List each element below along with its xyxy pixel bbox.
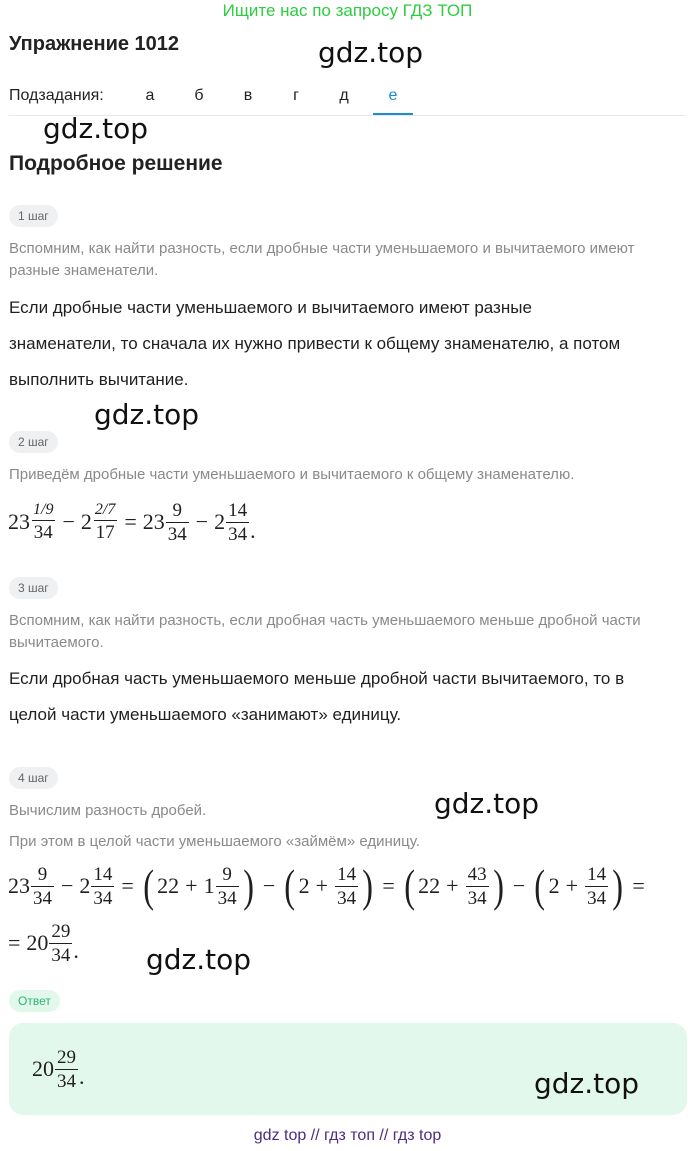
math-term: 1 <box>203 873 215 898</box>
fraction-numerator: 9 <box>37 863 48 885</box>
promo-banner[interactable]: Ищите нас по запросу ГДЗ ТОП <box>222 1 473 20</box>
math-term: 2 <box>80 509 92 534</box>
math-term: 2 <box>298 873 310 898</box>
watermark: gdz.top <box>534 1067 640 1100</box>
fraction <box>55 1048 78 1091</box>
subtask-tab-d[interactable]: д <box>339 87 349 104</box>
step-4-hint-1: Вычислим разность дробей. <box>9 802 207 819</box>
equals-sign: = <box>124 509 137 534</box>
fraction-numerator: 29 <box>51 920 71 942</box>
step-3-text <box>9 661 689 733</box>
footer-links[interactable]: gdz top // гдз топ // гдз top <box>253 1127 442 1144</box>
fraction <box>91 865 114 908</box>
math-term: 23 <box>8 873 30 898</box>
minus-sign: − <box>61 873 74 898</box>
step-2-hint: Приведём дробные части уменьшаемого и вычитаемого к общему знаменателю. <box>9 466 575 483</box>
math-term: 2 <box>214 509 226 534</box>
math-term: 20 <box>26 930 49 955</box>
fraction-multiplier: 2/7 <box>94 501 116 518</box>
fraction-numerator: 14 <box>587 863 607 885</box>
fraction-denominator: 34 <box>337 887 357 909</box>
fraction-denominator: 34 <box>57 1070 76 1092</box>
watermark: gdz.top <box>43 112 149 145</box>
math-term: 2 <box>548 873 560 898</box>
fraction <box>166 501 189 544</box>
step-3-hint: Вспомним, как найти разность, если дробная часть уменьшаемого меньше дробной части вычитаемого. <box>9 612 641 651</box>
step-3-line: Если дробная часть уменьшаемого меньше дробной части вычитаемого, то в <box>9 669 625 688</box>
right-paren: ) <box>362 860 374 911</box>
subtask-tab-a[interactable]: а <box>145 87 155 104</box>
subtasks-label: Подзадания: <box>9 87 104 104</box>
step-4-formula-line-2 <box>8 916 79 970</box>
math-term: 2 <box>79 873 91 898</box>
fraction-numerator: 14 <box>228 499 248 521</box>
solution-title: Подробное решение <box>9 152 223 175</box>
left-paren: ( <box>404 860 415 911</box>
right-paren: ) <box>242 860 254 911</box>
plus-sign: + <box>185 873 198 898</box>
step-badge-4: 4 шаг <box>9 767 58 789</box>
answer-badge: Ответ <box>9 990 60 1012</box>
step-4-hint-2: При этом в целой части уменьшаемого «займём» единицу. <box>9 833 420 850</box>
fraction-denominator: 34 <box>51 944 71 966</box>
math-term: 20 <box>32 1056 54 1081</box>
fraction-denominator: 34 <box>167 523 187 545</box>
fraction-numerator: 14 <box>337 863 357 885</box>
subtask-tab-b[interactable]: б <box>194 87 204 104</box>
step-1-line: Если дробные части уменьшаемого и вычитаемого имеют разные <box>9 298 532 317</box>
watermark: gdz.top <box>318 36 424 69</box>
fraction-numerator: 9 <box>222 863 232 885</box>
right-paren: ) <box>612 860 624 911</box>
watermark: gdz.top <box>146 943 252 976</box>
left-paren: ( <box>143 860 154 911</box>
plus-sign: + <box>446 873 459 898</box>
plus-sign: + <box>565 873 579 898</box>
step-1-text <box>9 290 689 398</box>
subtask-tab-g[interactable]: г <box>293 87 299 104</box>
fraction <box>31 865 54 908</box>
left-paren: ( <box>284 860 296 911</box>
minus-sign: − <box>262 873 276 898</box>
fraction-denominator: 34 <box>93 887 113 909</box>
right-paren: ) <box>492 860 504 911</box>
fraction <box>335 865 358 908</box>
fraction-denominator: 34 <box>33 887 52 909</box>
plus-sign: + <box>315 873 329 898</box>
fraction-numerator: 9 <box>172 499 182 521</box>
exercise-title: Упражнение 1012 <box>9 33 180 55</box>
math-term: 23 <box>8 509 30 534</box>
fraction-numerator: 14 <box>93 863 113 885</box>
step-1-hint: Вспомним, как найти разность, если дробные части уменьшаемого и вычитаемого имеют разные знаменатели. <box>9 240 635 279</box>
minus-sign: − <box>195 509 209 534</box>
equals-sign: = <box>382 873 395 898</box>
fraction-numerator: 43 <box>467 863 487 885</box>
equals-sign: = <box>8 930 21 955</box>
math-term: 23 <box>142 509 165 534</box>
minus-sign: − <box>512 873 526 898</box>
left-paren: ( <box>534 860 546 911</box>
period: . <box>73 938 79 963</box>
fraction <box>226 501 249 544</box>
fraction-denominator: 34 <box>33 522 53 543</box>
equals-sign: = <box>121 873 134 898</box>
step-badge-2: 2 шаг <box>9 431 58 453</box>
minus-sign: − <box>62 509 75 534</box>
math-term: 22 <box>157 873 180 898</box>
answer-formula <box>32 1042 85 1096</box>
fraction-denominator: 34 <box>217 887 237 909</box>
fraction <box>93 502 117 542</box>
step-1-line: знаменатели, то сначала их нужно привести к общему знаменателю, а потом <box>9 334 621 353</box>
fraction-numerator: 29 <box>57 1046 76 1068</box>
period: . <box>79 1064 85 1089</box>
fraction-denominator: 34 <box>467 887 487 909</box>
step-2-formula <box>8 494 256 550</box>
step-3-line: целой части уменьшаемого «занимают» единицу. <box>9 705 402 724</box>
step-4-formula-line-1 <box>8 856 651 916</box>
fraction <box>466 865 489 908</box>
step-badge-1: 1 шаг <box>9 205 58 227</box>
watermark: gdz.top <box>434 787 540 820</box>
fraction-multiplier: 1/9 <box>33 501 54 518</box>
fraction <box>216 865 239 908</box>
step-badge-3: 3 шаг <box>9 577 58 599</box>
equals-sign: = <box>632 873 645 898</box>
fraction-denominator: 34 <box>228 523 248 545</box>
watermark: gdz.top <box>94 398 200 431</box>
subtask-tab-e[interactable]: е <box>373 85 413 115</box>
fraction <box>49 922 72 965</box>
fraction-denominator: 34 <box>587 887 607 909</box>
fraction <box>585 865 608 908</box>
math-term: 22 <box>418 873 441 898</box>
step-1-line: выполнить вычитание. <box>9 370 189 389</box>
fraction-denominator: 17 <box>95 522 115 543</box>
period: . <box>250 518 256 543</box>
subtask-tab-v[interactable]: в <box>243 87 253 104</box>
fraction <box>31 502 55 542</box>
